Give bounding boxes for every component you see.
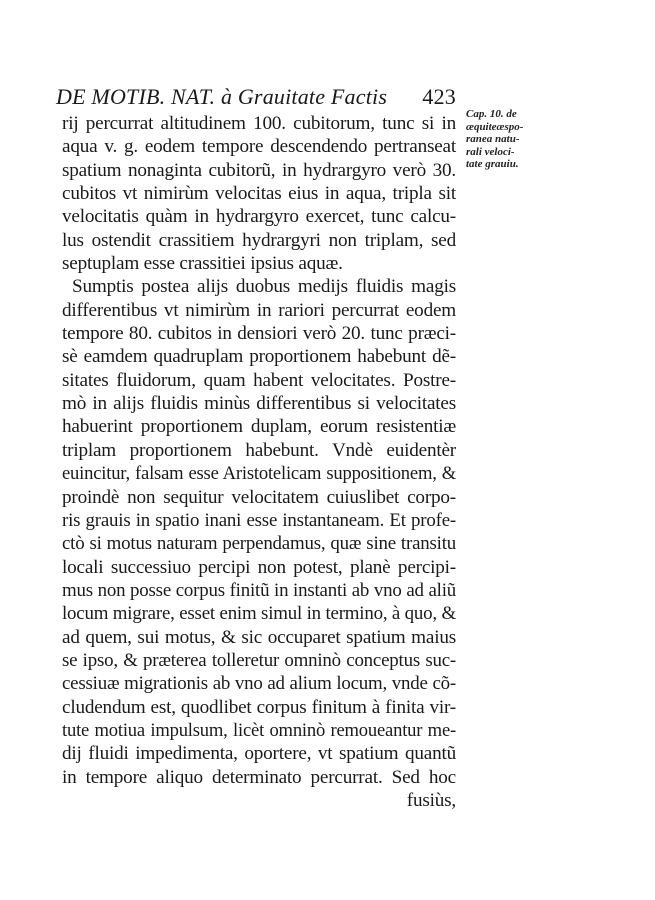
text-line: septuplam esse crassitiei ipsius aquæ. (62, 253, 343, 275)
running-head (56, 84, 456, 114)
marginal-note-line: æquiteæspo- (466, 120, 524, 133)
text-line: se ipso, & præterea tolleretur omninò conceptus suc- (62, 649, 456, 671)
text-line: sitates fluidorum, quam habent velocitates. Postre- (62, 369, 456, 391)
text-line: cessiuæ migrationis ab vno ad alium locum, vnde cõ- (62, 673, 456, 695)
text-line: ris grauis in spatio inani esse instantaneam. Et profe- (62, 509, 456, 531)
running-head-title: DE MOTIB. NAT. à Grauitate Factis (56, 84, 388, 109)
catchword: fusiùs, (406, 789, 456, 811)
text-line: velocitatis quàm in hydrargyro exercet, tunc calcu- (62, 206, 456, 228)
text-line: lus ostendit crassitiem hydrargyri non triplam, sed (62, 229, 456, 251)
text-line: dij fluidi impedimenta, oportere, vt spatium quantũ (62, 743, 456, 765)
text-line: aqua v. g. eodem tempore descendendo pertranseat (62, 136, 456, 158)
text-line: spatium nonaginta cubitorũ, in hydrargyro verò 30. (62, 159, 456, 181)
marginal-note-line: Cap. 10. de (466, 108, 517, 120)
body-text (62, 112, 456, 812)
text-line: rij percurrat altitudinem 100. cubitorum, tunc si in (62, 113, 456, 134)
text-line: cubitos vt nimirùm velocitas eius in aqua, tripla sit (62, 183, 456, 205)
text-line: in tempore aliquo determinato percurrat. Sed hoc (62, 766, 456, 788)
text-line: locali successiuo percipi non potest, planè percipi- (62, 556, 456, 578)
text-line: habuerint proportionem duplam, eorum resistentiæ (62, 416, 456, 438)
text-line: tempore 80. cubitos in densiori verò 20. tunc præci- (62, 323, 456, 345)
text-line: tute motiua impulsum, licèt omninò remoueantur me- (62, 719, 456, 741)
text-line: differentibus vt nimirùm in rariori percurrat eodem (62, 299, 456, 321)
marginal-note-line: tate grauiu. (466, 158, 519, 170)
marginal-note (466, 108, 548, 171)
page-number: 423 (422, 84, 456, 109)
text-line: triplam proportionem habebunt. Vndè euidentèr (62, 439, 456, 461)
paragraph-start-line: Sumptis postea alijs duobus medijs fluidis magis (72, 276, 456, 298)
text-line: locum migrare, esset enim simul in termino, à quo, & (62, 603, 456, 625)
text-line: mus non posse corpus finitũ in instanti ab vno ad aliũ (62, 579, 456, 601)
text-line: mò in alijs fluidis minùs differentibus si velocitates (62, 393, 456, 415)
marginal-note-line: rali veloci- (466, 145, 515, 158)
text-line: proindè non sequitur velocitatem cuiuslibet corpo- (62, 486, 456, 508)
marginal-note-line: ranea natu- (466, 133, 520, 145)
text-line: cludendum est, quodlibet corpus finitum à finita vir- (62, 696, 456, 718)
text-line: ad quem, sui motus, & sic occuparet spatium maius (62, 626, 456, 648)
text-line: sè eamdem quadruplam proportionem habebunt dẽ- (62, 346, 456, 368)
text-line: euincitur, falsam esse Aristotelicam suppositionem, & (62, 463, 456, 485)
text-line: ctò si motus naturam perpendamus, quæ sine transitu (62, 533, 456, 555)
